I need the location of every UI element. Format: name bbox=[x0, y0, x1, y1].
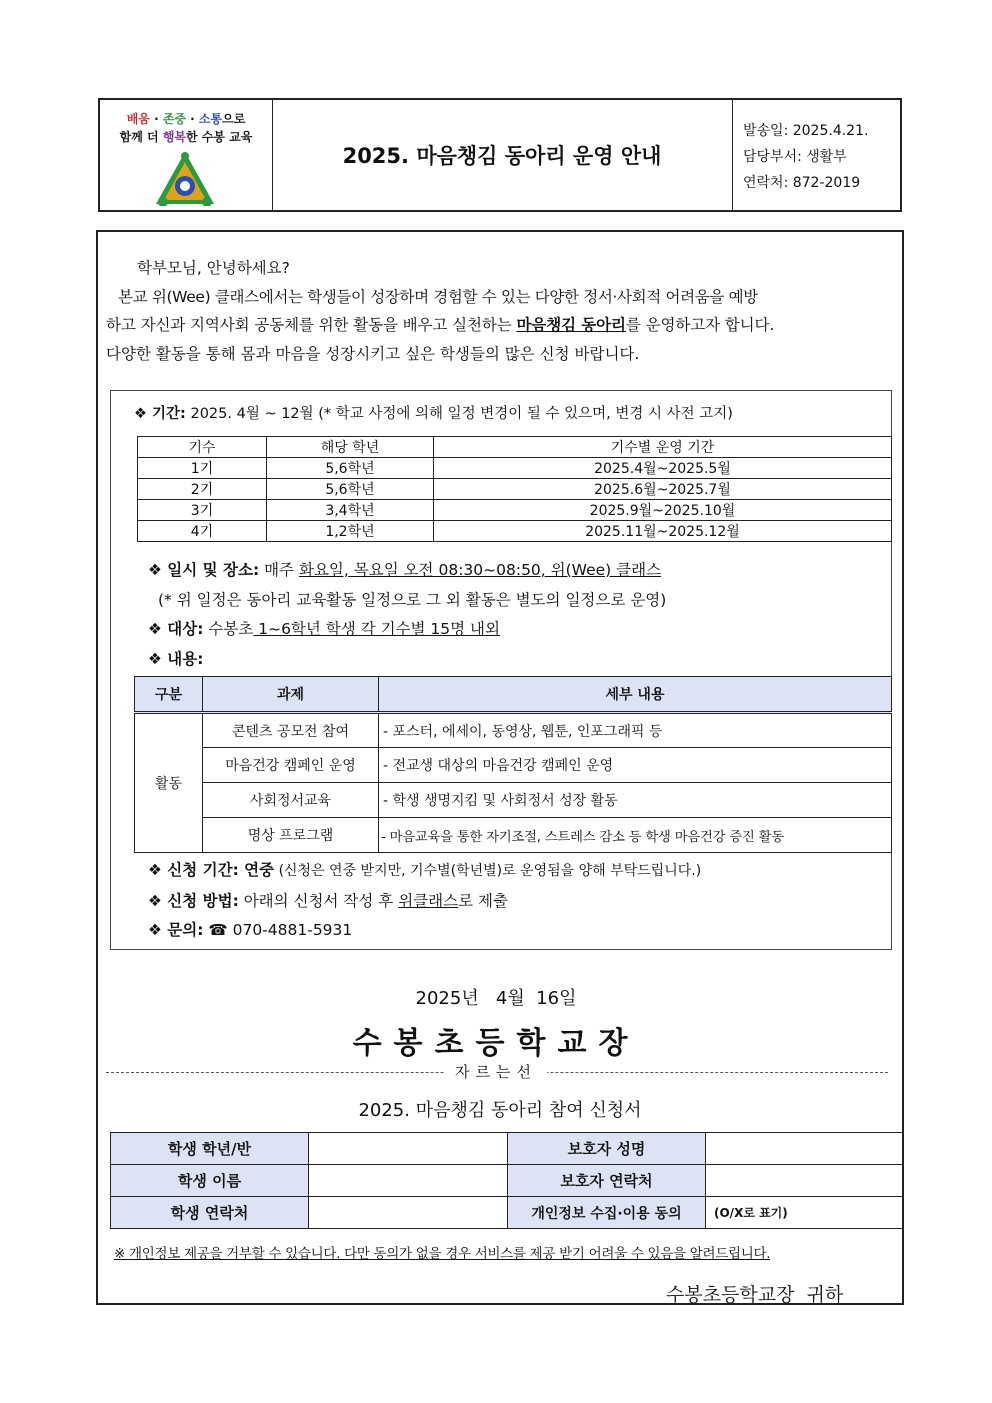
contact-number: 연락처: 872-2019 bbox=[743, 175, 861, 191]
schedule-note: (* 위 일정은 동아리 교육활동 일정으로 그 외 활동은 별도의 일정으로 운영) bbox=[158, 591, 667, 609]
sign-date: 2025년 4월 16일 bbox=[415, 988, 577, 1009]
table-header-row bbox=[135, 677, 892, 713]
table-row bbox=[138, 500, 892, 521]
col-header-cohort: 기수 bbox=[138, 437, 267, 458]
slogan-sep: · bbox=[186, 112, 199, 126]
cell: 1기 bbox=[138, 458, 267, 479]
cell: 사회정서교육 bbox=[203, 783, 379, 818]
cut-label bbox=[0, 1061, 992, 1082]
issue-date: 발송일: 2025.4.21. bbox=[743, 123, 869, 139]
slogan-word-respect: 존중 bbox=[162, 112, 186, 126]
table-row bbox=[135, 713, 892, 748]
privacy-notice: ※ 개인정보 제공을 거부할 수 있습니다. 다만 동의가 없을 경우 서비스를 제공 받기 어려울 수 있음을 알려드립니다. bbox=[114, 1246, 771, 1262]
cell: - 마음교육을 통한 자기조절, 스트레스 감소 등 학생 마음건강 증진 활동 bbox=[379, 818, 892, 853]
table-row bbox=[135, 783, 892, 818]
target-pre: 수봉초 bbox=[203, 620, 254, 638]
cell: 마음건강 캠페인 운영 bbox=[203, 748, 379, 783]
grade-class-field[interactable] bbox=[309, 1133, 508, 1165]
apply-period-label: ❖ 신청 기간: bbox=[148, 861, 239, 879]
guardian-phone-field[interactable] bbox=[706, 1165, 904, 1197]
label-student-phone: 학생 연락처 bbox=[111, 1197, 309, 1229]
cell: - 전교생 대상의 마음건강 캠페인 운영 bbox=[379, 748, 892, 783]
table-row bbox=[111, 1165, 904, 1197]
label-grade-class: 학생 학년/반 bbox=[111, 1133, 309, 1165]
table-row bbox=[111, 1197, 904, 1229]
col-header-category: 구분 bbox=[135, 677, 203, 713]
cell: 3기 bbox=[138, 500, 267, 521]
period-value: 2025. 4월 ~ 12월 (* 학교 사정에 의해 일정 변경이 될 수 있으며, 변경 시 사전 고지) bbox=[185, 406, 733, 422]
period-line bbox=[134, 402, 733, 423]
intro-line-2-pre: 하고 자신과 지역사회 공동체를 위한 활동을 배우고 실천하는 bbox=[106, 316, 517, 334]
label-student-name: 학생 이름 bbox=[111, 1165, 309, 1197]
slogan-line-2 bbox=[100, 128, 272, 145]
col-header-period: 기수별 운영 기간 bbox=[434, 437, 892, 458]
cut-label-text: 자르는선 bbox=[445, 1063, 547, 1081]
col-header-task: 과제 bbox=[203, 677, 379, 713]
consent-hint: (O/X로 표기) bbox=[714, 1206, 788, 1220]
intro-line-2-post: 를 운영하고자 합니다. bbox=[625, 316, 775, 334]
application-form-table bbox=[110, 1132, 904, 1229]
school-logo-icon bbox=[154, 150, 216, 206]
cell: 5,6학년 bbox=[267, 458, 434, 479]
cell: 2025.6월~2025.7월 bbox=[434, 479, 892, 500]
intro-line-1: 본교 위(Wee) 클래스에서는 학생들이 성장하며 경험할 수 있는 다양한 정서·사회적 어려움을 예방 bbox=[118, 288, 758, 306]
cell: 1,2학년 bbox=[267, 521, 434, 542]
target-label: ❖ 대상: bbox=[148, 620, 204, 638]
cell: 2025.11월~2025.12월 bbox=[434, 521, 892, 542]
form-title: 2025. 마음챙김 동아리 참여 신청서 bbox=[358, 1100, 642, 1121]
target-line bbox=[148, 617, 500, 639]
table-row bbox=[135, 818, 892, 853]
cell: 5,6학년 bbox=[267, 479, 434, 500]
schedule-label: ❖ 일시 및 장소: bbox=[148, 561, 260, 579]
slogan-suffix: 으로 bbox=[222, 112, 246, 126]
label-consent: 개인정보 수집·이용 동의 bbox=[508, 1197, 706, 1229]
cohort-table bbox=[137, 436, 892, 542]
cell: 2025.9월~2025.10월 bbox=[434, 500, 892, 521]
cell: 4기 bbox=[138, 521, 267, 542]
content-table bbox=[134, 676, 892, 853]
schedule-line bbox=[148, 558, 661, 580]
table-header-row bbox=[138, 437, 892, 458]
apply-period-value: 연중 bbox=[238, 861, 275, 879]
table-row bbox=[138, 521, 892, 542]
principal-title: 수봉초등학교장 bbox=[352, 1026, 640, 1061]
slogan-word-happiness: 행복 bbox=[162, 130, 186, 144]
apply-method-label: ❖ 신청 방법: bbox=[148, 892, 239, 910]
intro-line-3: 다양한 활동을 통해 몸과 마음을 성장시키고 싶은 학생들의 많은 신청 바랍니다. bbox=[106, 345, 640, 363]
category-cell: 활동 bbox=[135, 713, 203, 853]
schedule-pre: 매주 bbox=[259, 561, 299, 579]
cell: - 학생 생명지킴 및 사회정서 성장 활동 bbox=[379, 783, 892, 818]
col-header-detail: 세부 내용 bbox=[379, 677, 892, 713]
school-slogan-cell bbox=[100, 100, 273, 210]
label-guardian-phone: 보호자 연락처 bbox=[508, 1165, 706, 1197]
cell: 2025.4월~2025.5월 bbox=[434, 458, 892, 479]
table-row bbox=[138, 479, 892, 500]
cell: 3,4학년 bbox=[267, 500, 434, 521]
guardian-name-field[interactable] bbox=[706, 1133, 904, 1165]
target-detail: 1~6학년 학생 각 기수별 15명 내외 bbox=[253, 620, 500, 638]
cell: 콘텐츠 공모전 참여 bbox=[203, 713, 379, 748]
schedule-time-place: 08:30~08:50, 위(Wee) 클래스 bbox=[433, 561, 662, 579]
slogan-line-1 bbox=[100, 110, 272, 127]
greeting: 학부모님, 안녕하세요? bbox=[137, 259, 290, 277]
club-name-emphasis: 마음챙김 동아리 bbox=[516, 316, 626, 334]
inquiry-label: ❖ 문의: bbox=[148, 921, 204, 939]
slogan-suffix: 한 수봉 교육 bbox=[186, 130, 253, 144]
content-label-text: ❖ 내용: bbox=[148, 650, 204, 668]
consent-field[interactable] bbox=[706, 1197, 904, 1229]
department: 담당부서: 생활부 bbox=[743, 149, 847, 165]
cell: 명상 프로그램 bbox=[203, 818, 379, 853]
apply-method-pre: 아래의 신청서 작성 후 bbox=[238, 892, 399, 910]
col-header-grade: 해당 학년 bbox=[267, 437, 434, 458]
schedule-days: 화요일, 목요일 오전 bbox=[298, 561, 434, 579]
cell: - 포스터, 에세이, 동영상, 웹툰, 인포그래픽 등 bbox=[379, 713, 892, 748]
page-title: 2025. 마음챙김 동아리 운영 안내 bbox=[342, 144, 662, 168]
addressee: 수봉초등학교장 귀하 bbox=[666, 1284, 844, 1306]
slogan-prefix: 함께 더 bbox=[119, 130, 163, 144]
apply-method-line bbox=[148, 889, 508, 911]
doc-info-cell bbox=[732, 100, 903, 210]
label-guardian-name: 보호자 성명 bbox=[508, 1133, 706, 1165]
student-name-field[interactable] bbox=[309, 1165, 508, 1197]
inquiry-phone: ☎ 070-4881-5931 bbox=[203, 921, 353, 939]
period-label: ❖ 기간: bbox=[134, 406, 186, 422]
content-label bbox=[148, 647, 203, 669]
inquiry-line bbox=[148, 918, 352, 940]
slogan-word-learning: 배움 bbox=[126, 112, 150, 126]
table-row bbox=[111, 1133, 904, 1165]
slogan-sep: · bbox=[149, 112, 163, 126]
table-row bbox=[138, 458, 892, 479]
intro-line-2 bbox=[106, 313, 774, 335]
apply-period-line bbox=[148, 858, 701, 880]
slogan-word-communication: 소통 bbox=[198, 112, 223, 126]
wee-class-link: 위클래스 bbox=[398, 892, 459, 910]
student-phone-field[interactable] bbox=[309, 1197, 508, 1229]
apply-period-note: (신청은 연중 받지만, 기수별(학년별)로 운영됨을 양해 부탁드립니다.) bbox=[274, 863, 702, 879]
apply-method-post: 로 제출 bbox=[458, 892, 508, 910]
cell: 2기 bbox=[138, 479, 267, 500]
table-row bbox=[135, 748, 892, 783]
header-box bbox=[98, 98, 902, 212]
